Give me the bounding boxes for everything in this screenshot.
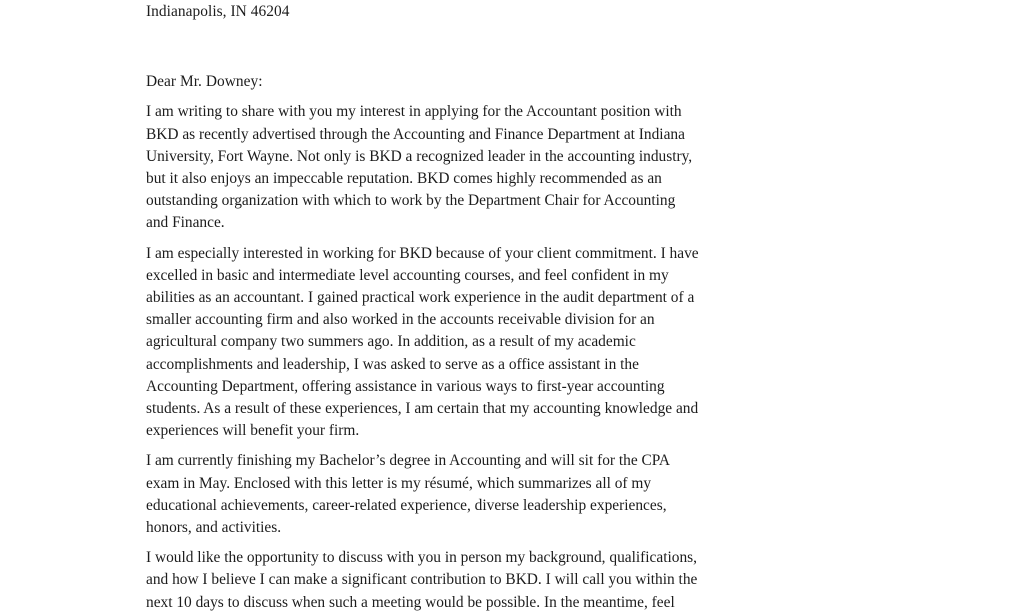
paragraph-line: excelled in basic and intermediate level accounting courses, and feel confident in my — [146, 266, 669, 284]
paragraph-line: I would like the opportunity to discuss with you in person my background, qualifications, — [146, 549, 697, 567]
paragraph-line: I am especially interested in working for BKD because of your client commitment. I have — [146, 244, 699, 262]
paragraph-line: Accounting Department, offering assistance in various ways to first-year accounting — [146, 377, 665, 395]
paragraph-line: BKD as recently advertised through the Accounting and Finance Department at Indiana — [146, 125, 685, 143]
paragraph-line: University, Fort Wayne. Not only is BKD a recognized leader in the accounting industry, — [146, 147, 693, 165]
paragraph-line: experiences will benefit your firm. — [146, 422, 360, 440]
paragraph-line: smaller accounting firm and also worked in the accounts receivable division for an — [146, 311, 655, 329]
paragraph-2 — [146, 243, 852, 443]
paragraph-line: outstanding organization with which to work by the Department Chair for Accounting — [146, 192, 676, 210]
paragraph-1 — [146, 101, 852, 234]
paragraph-line-clipped: next 10 days to discuss when such a meeting would be possible. In the meantime, feel — [146, 593, 675, 611]
salutation: Dear Mr. Downey: — [146, 73, 263, 91]
paragraph-line: exam in May. Enclosed with this letter is my résumé, which summarizes all of my — [146, 474, 652, 492]
paragraph-line: honors, and activities. — [146, 519, 282, 537]
paragraph-line: I am writing to share with you my interest in applying for the Accountant position with — [146, 103, 682, 121]
recipient-address-block — [146, 0, 852, 23]
paragraph-line: and Finance. — [146, 214, 225, 232]
paragraph-line: abilities as an accountant. I gained practical work experience in the audit department of a — [146, 289, 695, 307]
address-city-state-zip: Indianapolis, IN 46204 — [146, 3, 290, 20]
paragraph-line: agricultural company two summers ago. In addition, as a result of my academic — [146, 333, 636, 351]
paragraph-line: educational achievements, career-related experience, diverse leadership experiences, — [146, 496, 667, 514]
paragraph-line: I am currently finishing my Bachelor’s degree in Accounting and will sit for the CPA — [146, 452, 671, 470]
paragraph-line: accomplishments and leadership, I was asked to serve as a office assistant in the — [146, 355, 639, 373]
paragraph-line: and how I believe I can make a significant contribution to BKD. I will call you within the — [146, 571, 698, 589]
paragraph-line: but it also enjoys an impeccable reputation. BKD comes highly recommended as an — [146, 170, 662, 188]
paragraph-3 — [146, 450, 852, 539]
paragraph-4 — [146, 547, 852, 611]
paragraph-line: students. As a result of these experiences, I am certain that my accounting knowledge and — [146, 400, 699, 418]
letter-body — [146, 0, 852, 611]
